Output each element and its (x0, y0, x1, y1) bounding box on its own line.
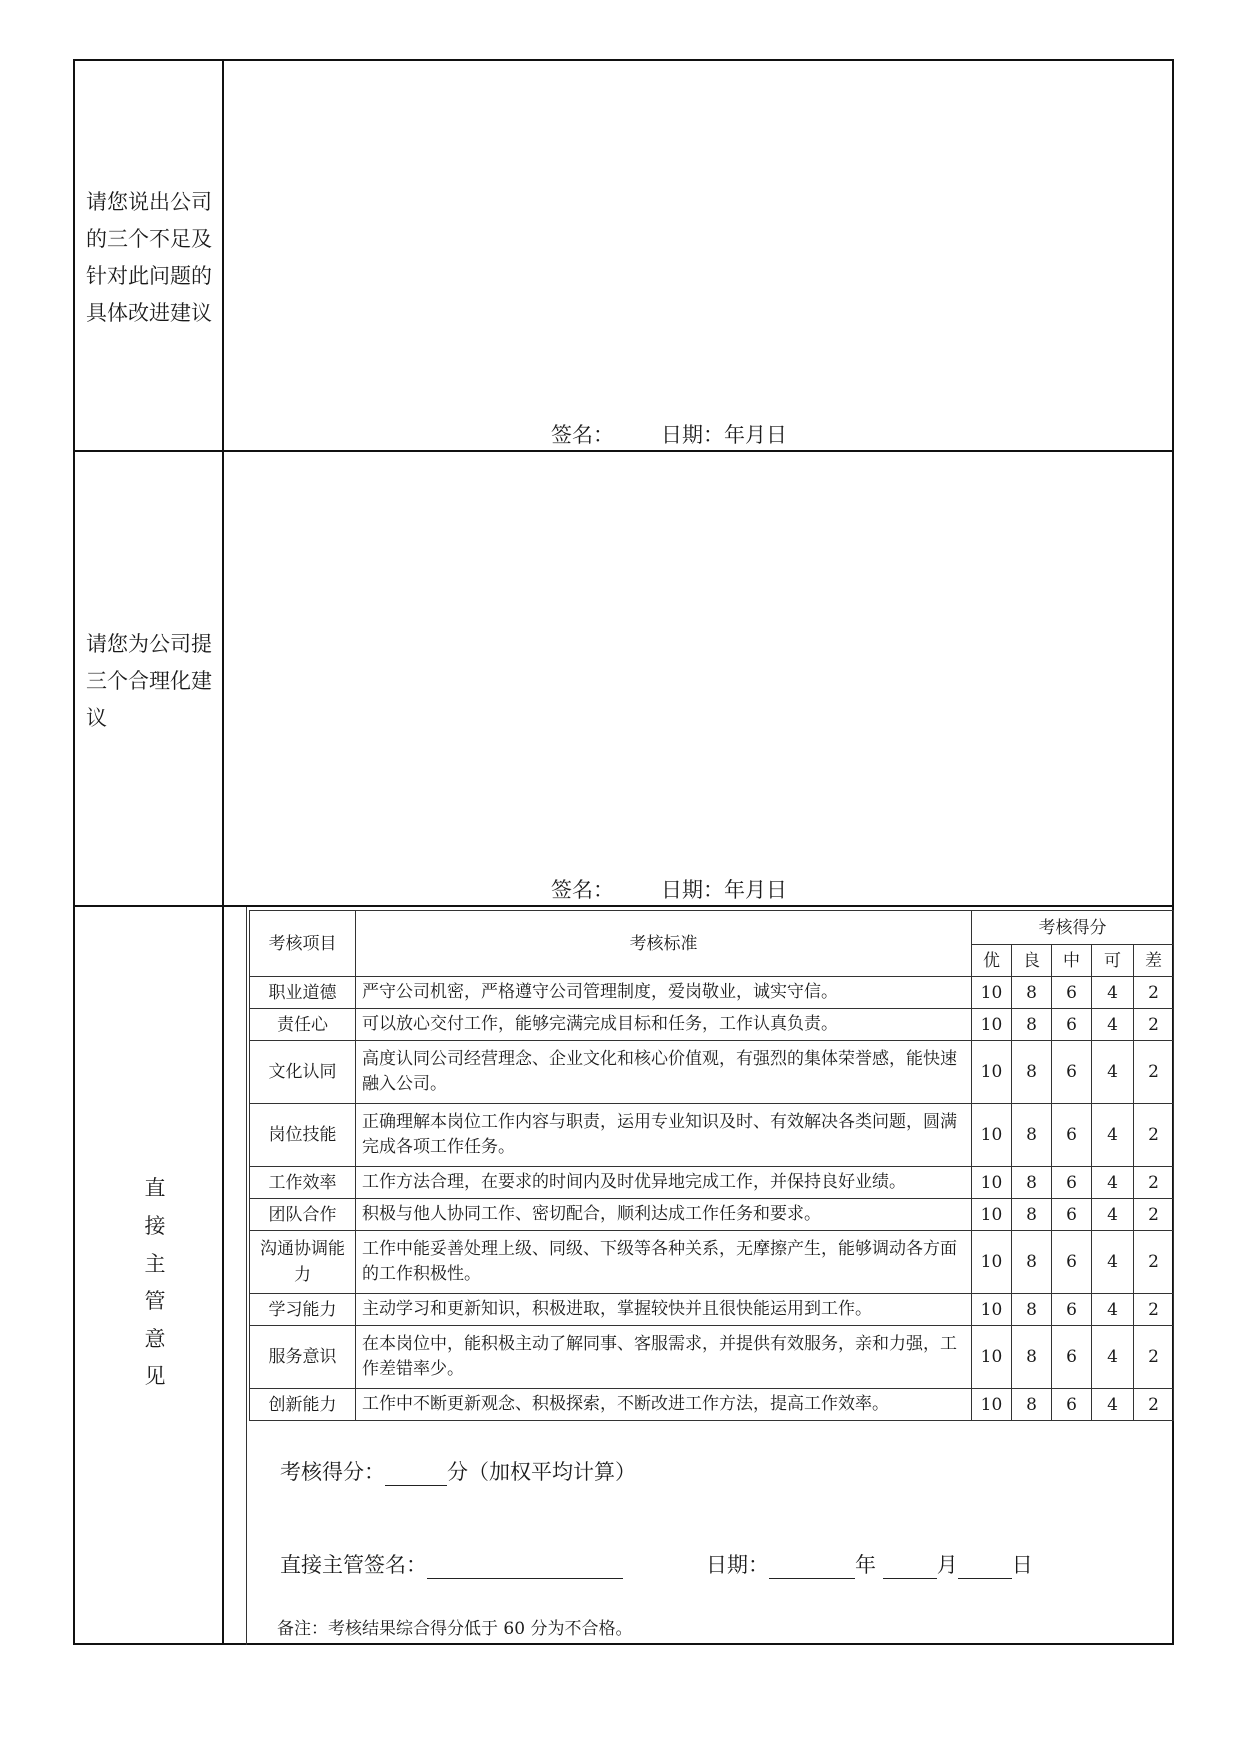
header-item: 考核项目 (250, 911, 356, 977)
supervisor-opinion-char: 直 (144, 1176, 166, 1200)
score-option[interactable]: 2 (1134, 1041, 1174, 1104)
section2-sign-label: 签名： (551, 878, 614, 902)
score-option[interactable]: 8 (1012, 1326, 1052, 1389)
score-option[interactable]: 2 (1134, 1389, 1174, 1421)
header-standard: 考核标准 (356, 911, 972, 977)
score-option[interactable]: 10 (972, 1199, 1012, 1231)
score-option[interactable]: 2 (1134, 1104, 1174, 1167)
table-row (250, 1231, 1174, 1294)
grade-excellent: 优 (972, 945, 1012, 977)
supervisor-date-line (706, 1549, 1033, 1579)
table-row (250, 1009, 1174, 1041)
assessment-table (249, 910, 1174, 1421)
table-row (250, 1326, 1174, 1389)
assessment-item: 文化认同 (250, 1041, 356, 1104)
score-blank[interactable] (385, 1485, 447, 1486)
score-option[interactable]: 8 (1012, 1389, 1052, 1421)
score-prefix: 考核得分： (280, 1460, 385, 1484)
score-option[interactable]: 2 (1134, 1009, 1174, 1041)
table-row (250, 1389, 1174, 1421)
table-row (250, 1041, 1174, 1104)
assessment-standard: 工作中不断更新观念、积极探索，不断改进工作方法，提高工作效率。 (356, 1389, 972, 1421)
score-option[interactable]: 6 (1052, 1389, 1092, 1421)
score-option[interactable]: 10 (972, 1009, 1012, 1041)
assessment-item: 岗位技能 (250, 1104, 356, 1167)
score-option[interactable]: 4 (1092, 1167, 1134, 1199)
score-option[interactable]: 10 (972, 1104, 1012, 1167)
assessment-item: 工作效率 (250, 1167, 356, 1199)
score-option[interactable]: 2 (1134, 1167, 1174, 1199)
supervisor-sign-label: 直接主管签名： (280, 1553, 427, 1577)
score-option[interactable]: 10 (972, 1231, 1012, 1294)
score-option[interactable]: 6 (1052, 1326, 1092, 1389)
score-option[interactable]: 10 (972, 1326, 1012, 1389)
score-option[interactable]: 4 (1092, 1326, 1134, 1389)
assessment-standard: 在本岗位中，能积极主动了解同事、客服需求，并提供有效服务，亲和力强，工作差错率少。 (356, 1326, 972, 1389)
day-label: 日 (1011, 1553, 1033, 1577)
score-option[interactable]: 2 (1134, 977, 1174, 1009)
score-option[interactable]: 8 (1012, 1167, 1052, 1199)
assessment-standard: 正确理解本岗位工作内容与职责，运用专业知识及时、有效解决各类问题，圆满完成各项工作任务。 (356, 1104, 972, 1167)
assessment-standard: 积极与他人协同工作、密切配合，顺利达成工作任务和要求。 (356, 1199, 972, 1231)
assessment-item: 学习能力 (250, 1294, 356, 1326)
score-option[interactable]: 6 (1052, 1294, 1092, 1326)
section1-sign-label: 签名： (551, 423, 614, 447)
supervisor-opinion-char: 管 (144, 1289, 166, 1313)
score-option[interactable]: 10 (972, 1389, 1012, 1421)
table-row (250, 977, 1174, 1009)
note: 备注：考核结果综合得分低于 60 分为不合格。 (277, 1619, 633, 1639)
assessment-item: 服务意识 (250, 1326, 356, 1389)
day-blank[interactable] (958, 1578, 1012, 1579)
score-option[interactable]: 10 (972, 1041, 1012, 1104)
score-option[interactable]: 6 (1052, 1199, 1092, 1231)
score-option[interactable]: 2 (1134, 1294, 1174, 1326)
month-blank[interactable] (883, 1578, 937, 1579)
score-line (280, 1456, 636, 1486)
score-option[interactable]: 4 (1092, 1041, 1134, 1104)
section1-label: 请您说出公司的三个不足及针对此问题的具体改进建议 (86, 190, 212, 325)
score-option[interactable]: 4 (1092, 977, 1134, 1009)
score-option[interactable]: 6 (1052, 1041, 1092, 1104)
year-blank[interactable] (769, 1578, 855, 1579)
assessment-standard: 严守公司机密，严格遵守公司管理制度，爱岗敬业，诚实守信。 (356, 977, 972, 1009)
score-option[interactable]: 4 (1092, 1294, 1134, 1326)
score-option[interactable]: 10 (972, 1294, 1012, 1326)
grade-fair: 可 (1092, 945, 1134, 977)
score-option[interactable]: 8 (1012, 1104, 1052, 1167)
date-prefix: 日期： (706, 1553, 769, 1577)
score-option[interactable]: 6 (1052, 1009, 1092, 1041)
section2-date-label: 日期：年月日 (661, 878, 787, 902)
score-option[interactable]: 6 (1052, 1104, 1092, 1167)
score-option[interactable]: 8 (1012, 1199, 1052, 1231)
score-option[interactable]: 4 (1092, 1389, 1134, 1421)
assessment-item: 责任心 (250, 1009, 356, 1041)
score-option[interactable]: 10 (972, 1167, 1012, 1199)
score-suffix: 分（加权平均计算） (447, 1460, 636, 1484)
score-option[interactable]: 4 (1092, 1009, 1134, 1041)
assessment-standard: 工作方法合理，在要求的时间内及时优异地完成工作，并保持良好业绩。 (356, 1167, 972, 1199)
table-row (250, 1294, 1174, 1326)
assessment-standard: 可以放心交付工作，能够完满完成目标和任务，工作认真负责。 (356, 1009, 972, 1041)
score-option[interactable]: 8 (1012, 1041, 1052, 1104)
inner-table-left-border (246, 907, 247, 1645)
score-option[interactable]: 2 (1134, 1199, 1174, 1231)
supervisor-opinion-char: 主 (144, 1252, 166, 1276)
supervisor-sign-blank[interactable] (427, 1578, 623, 1579)
supervisor-opinion-char: 意 (144, 1327, 166, 1351)
grade-average: 中 (1052, 945, 1092, 977)
score-option[interactable]: 8 (1012, 1231, 1052, 1294)
section2-bottom-divider (73, 905, 1174, 907)
score-option[interactable]: 6 (1052, 977, 1092, 1009)
assessment-item: 团队合作 (250, 1199, 356, 1231)
score-option[interactable]: 4 (1092, 1104, 1134, 1167)
section2-label: 请您为公司提三个合理化建议 (86, 632, 212, 730)
assessment-item: 职业道德 (250, 977, 356, 1009)
score-option[interactable]: 8 (1012, 1009, 1052, 1041)
score-option[interactable]: 4 (1092, 1231, 1134, 1294)
assessment-item: 沟通协调能力 (250, 1231, 356, 1294)
score-option[interactable]: 8 (1012, 1294, 1052, 1326)
year-label: 年 (855, 1553, 876, 1577)
header-score: 考核得分 (972, 911, 1174, 945)
section1-bottom-divider (73, 450, 1174, 452)
score-option[interactable]: 4 (1092, 1199, 1134, 1231)
month-label: 月 (936, 1553, 958, 1577)
table-row (250, 1199, 1174, 1231)
label-column-divider (222, 59, 224, 1645)
score-option[interactable]: 2 (1134, 1231, 1174, 1294)
table-row (250, 1167, 1174, 1199)
supervisor-sign-line (280, 1549, 623, 1579)
score-option[interactable]: 10 (972, 977, 1012, 1009)
section1-date-label: 日期：年月日 (661, 423, 787, 447)
supervisor-opinion-char: 接 (144, 1214, 166, 1238)
score-option[interactable]: 2 (1134, 1326, 1174, 1389)
assessment-standard: 高度认同公司经营理念、企业文化和核心价值观，有强烈的集体荣誉感，能快速融入公司。 (356, 1041, 972, 1104)
score-option[interactable]: 6 (1052, 1167, 1092, 1199)
supervisor-opinion-char: 见 (144, 1364, 166, 1388)
grade-poor: 差 (1134, 945, 1174, 977)
grade-good: 良 (1012, 945, 1052, 977)
assessment-item: 创新能力 (250, 1389, 356, 1421)
assessment-standard: 主动学习和更新知识，积极进取，掌握较快并且很快能运用到工作。 (356, 1294, 972, 1326)
score-option[interactable]: 6 (1052, 1231, 1092, 1294)
score-option[interactable]: 8 (1012, 977, 1052, 1009)
table-row (250, 1104, 1174, 1167)
assessment-standard: 工作中能妥善处理上级、同级、下级等各种关系，无摩擦产生，能够调动各方面的工作积极性。 (356, 1231, 972, 1294)
